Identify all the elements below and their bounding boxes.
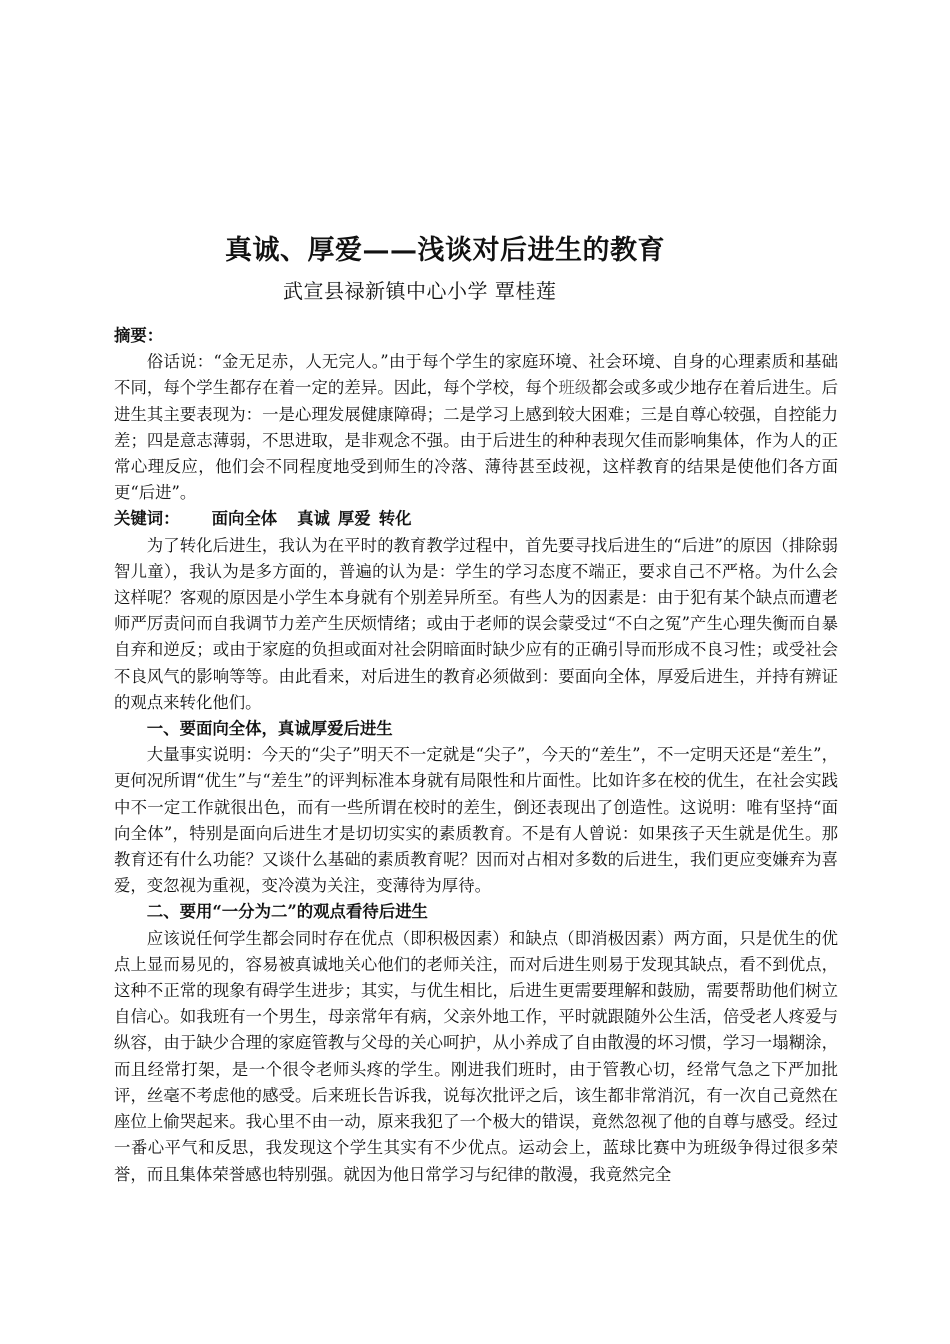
document-body bbox=[114, 323, 838, 1188]
section-2-paragraph: 应该说任何学生都会同时存在优点（即积极因素）和缺点（即消极因素）两方面，只是优生的优点上显而易见的，容易被真诚地关心他们的老师关注，而对后进生则易于发现其缺点，看不到优点，这种不正常的现象有碍学生进步；其实，与优生相比，后进生更需要理解和鼓励，需要帮助他们树立自信心。如我班有一个男生，母亲常年有病，父亲外地工作，平时就跟随外公生活，倍受老人疼爱与纵容，由于缺少合理的家庭管教与父母的关心呵护，从小养成了自由散漫的坏习惯，学习一塌糊涂，而且经常打架，是一个很令老师头疼的学生。刚进我们班时，由于管教心切，经常气急之下严加批评，丝毫不考虑他的感受。后来班长告诉我，说每次批评之后，该生都非常消沉，有一次自己竟然在座位上偷哭起来。我心里不由一动，原来我犯了一个极大的错误，竟然忽视了他的自尊与感受。经过一番心平气和反思，我发现这个学生其实有不少优点。运动会上，蓝球比赛中为班级争得过很多荣誉，而且集体荣誉感也特别强。就因为他日常学习与纪律的散漫，我竟然完全 bbox=[114, 928, 838, 1184]
keywords-label: 关键词： bbox=[114, 509, 180, 529]
document-title: 真诚、厚爱——浅谈对后进生的教育 bbox=[225, 235, 665, 266]
abstract-label: 摘要： bbox=[114, 326, 164, 345]
abstract-highlight-link[interactable]: 班级 bbox=[558, 378, 592, 398]
abstract-text-part-1: 俗话说：“金无足赤，人无完人。”由于每个学生的家庭环境、社会环境、自身的心理素质和基础不同，每个学生都存在着一定的差异。因此，每个学校，每个 bbox=[114, 352, 838, 398]
intro-paragraph: 为了转化后进生，我认为在平时的教育教学过程中，首先要寻找后进生的“后进”的原因（排除弱智儿童），我认为是多方面的，普遍的认为是：学生的学习态度不端正，要求自己不严格。为什么会这样呢？客观的原因是小学生本身就有个别差异所至。有些人为的因素是：由于犯有某个缺点而遭老师严厉责问而自我调节力差产生厌烦情绪；或由于老师的误会蒙受过“不白之冤”产生心理失衡而自暴自弃和逆反；或由于家庭的负担或面对社会阴暗面时缺少应有的正确引导而形成不良习性；或受社会不良风气的影响等等。由此看来，对后进生的教育必须做到：要面向全体，厚爱后进生，并持有辨证的观点来转化他们。 bbox=[114, 535, 838, 712]
section-1-heading: 一、要面向全体，真诚厚爱后进生 bbox=[146, 719, 393, 739]
keyword-item: 真诚 bbox=[297, 509, 330, 529]
keyword-item: 面向全体 bbox=[211, 509, 278, 529]
section-2-heading: 二、要用“一分为二”的观点看待后进生 bbox=[146, 902, 428, 922]
abstract-paragraph bbox=[114, 349, 838, 506]
abstract-text-part-2: 都会或多或少地存在着后进生。后进生其主要表现为：一是心理发展健康障碍；二是学习上感到较大困难；三是自尊心较强，自控能力差；四是意志薄弱，不思进取，是非观念不强。由于后进生的种种表现欠佳而影响集体，作为人的正常心理反应，他们会不同程度地受到师生的冷落、薄待甚至歧视，这样教育的结果是使他们各方面更“后进”。 bbox=[114, 378, 839, 503]
keywords-line bbox=[114, 506, 838, 532]
section-1-paragraph: 大量事实说明：今天的“尖子”明天不一定就是“尖子”，今天的“差生”，不一定明天还是“差生”，更何况所谓“优生”与“差生”的评判标准本身就有局限性和片面性。比如许多在校的优生，在社会实践中不一定工作就很出色，而有一些所谓在校时的差生，倒还表现出了创造性。这说明：唯有坚持“面向全体”，特别是面向后进生才是切切实实的素质教育。不是有人曾说：如果孩子天生就是优生。那教育还有什么功能？又谈什么基础的素质教育呢？因而对占相对多数的后进生，我们更应变嫌弃为喜爱，变忽视为重视，变冷漠为关注，变薄待为厚待。 bbox=[114, 745, 838, 896]
keyword-item: 厚爱 bbox=[337, 509, 371, 529]
author-line: 武宣县禄新镇中心小学 覃桂莲 bbox=[283, 279, 557, 303]
keywords-list bbox=[212, 509, 432, 528]
keyword-item: 转化 bbox=[378, 509, 412, 529]
